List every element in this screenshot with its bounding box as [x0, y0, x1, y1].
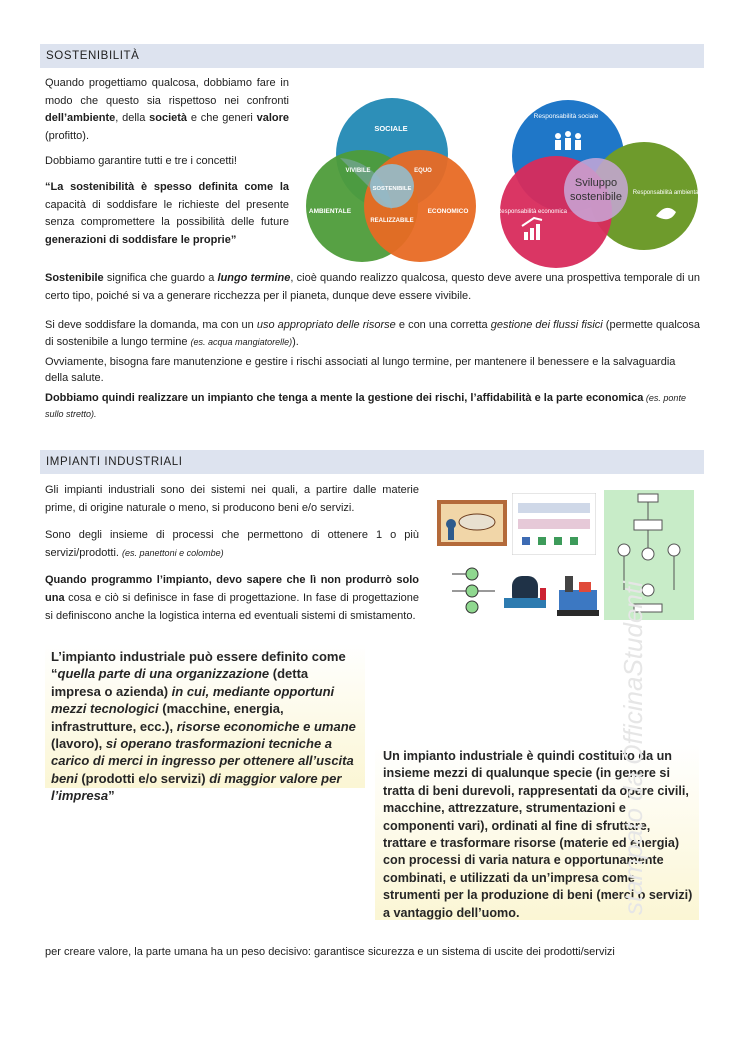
label-vivibile: VIVIBILE: [345, 168, 371, 174]
watermark: [600, 540, 660, 920]
paragraph: Sono degli insieme di processi che permettono di ottenere 1 o più servizi/prodotti. (es. panettoni e colombe): [45, 529, 419, 559]
impianti-intro: [45, 482, 419, 625]
label-sviluppo: Sviluppo: [574, 177, 618, 189]
paragraph: Sostenibile significa che guardo a lungo termine, cioè quando realizzo qualcosa, questo deve avere una prospettiva temporale di un certo tipo, poiché si va a generare ricchezza per il pianeta, dunque deve essere vivibile.: [45, 272, 700, 302]
processing-plant-icon: [555, 568, 601, 618]
body-text-sostenibilita: [45, 270, 700, 422]
footer-note: per creare valore, la parte umana ha un peso decisivo: garantisce sicurezza e un sistema di uscite dei prodotti/servizi: [45, 946, 615, 958]
definition-text: L’impianto industriale può essere definito come “quella parte di una organizzazione (detta impresa o azienda) in cui, mediante opportuni mezzi tecnologici (macchine, energia, infrastrutture, ecc.), risorse economiche e umane (lavoro), si operano trasformazioni tecniche a carico di merci in ingresso per ottenere all’uscita beni (prodotti e/o servizi) di maggior valore per l’impresa”: [51, 649, 356, 804]
label-sociale: SOCIALE: [374, 124, 408, 133]
paragraph: Dobbiamo garantire tutti e tre i concetti!: [45, 155, 237, 168]
label-sostenibile: SOSTENIBILE: [372, 186, 412, 192]
paragraph: Quando progettiamo qualcosa, dobbiamo fare in modo che questo sia rispettoso nei confronti dell’ambiente, della società e che generi valore (profitto).: [45, 77, 289, 142]
paragraph: Ovviamente, bisogna fare manutenzione e gestire i rischi associati al lungo termine, per mantenere il benessere e la salvaguardia della salute.: [45, 356, 676, 385]
label-realizzabile: REALIZZABILE: [370, 218, 414, 224]
definition-text: Un impianto industriale è quindi costituito da un insieme mezzi di qualunque specie (in genere si tratta di beni durevoli, rappresentati da opere civili, macchine, attrezzature, strumentazioni e componenti vari), ordinati al fine di sfruttare, trattare e trasformare risorse (materie ed energia) con processi di varia natura e opportunamente combinati, e utilizzati da un’impresa come strumenti per la produzione di beni (merci o servizi) a vantaggio dell’uomo.: [383, 749, 693, 920]
paragraph: Quando programmo l’impianto, devo sapere che lì non produrrò solo una cosa e ciò si definisce in fase di progettazione. In fase di progettazione si definiscono anche la logistica interna ed eventuali sistemi di smistamento.: [45, 574, 419, 622]
industrial-machine-icon: [500, 568, 550, 618]
label-resp-ambientale: Responsabilità ambientale: [632, 190, 704, 196]
definition-quote: “La sostenibilità è spesso definita come la capacità di soddisfare le richieste del presente senza compromettere la possibilità delle future generazioni di soddisfare le proprie”: [45, 180, 289, 246]
network-diagram: [447, 565, 497, 615]
plant-layout-diagram: [512, 493, 596, 555]
factory-worker-illustration: [437, 500, 507, 546]
label-equo: EQUO: [414, 168, 432, 174]
people-icon: [555, 131, 581, 150]
section-title-sostenibilita: SOSTENIBILITÀ: [40, 44, 704, 68]
label-economico: ECONOMICO: [427, 208, 469, 215]
paragraph: Si deve soddisfare la domanda, ma con un uso appropriato delle risorse e con una corretta gestione dei flussi fisici (permette qualcosa di sostenibile a lungo termine (es. acqua mangiatorelle)).: [45, 319, 701, 348]
section-title-impianti: IMPIANTI INDUSTRIALI: [40, 450, 704, 474]
definition-box-impianto: [45, 644, 365, 804]
svg-text:stampato da OfficinaStudenti: stampato da OfficinaStudenti: [618, 581, 648, 915]
label-sostenibile-center: sostenibile: [570, 191, 622, 203]
paragraph: Gli impianti industriali sono dei sistemi nei quali, a partire dalle materie prime, di origine naturale o meno, si producono beni e/o servizi.: [45, 484, 419, 514]
intro-text: [45, 75, 289, 249]
label-ambientale: AMBIENTALE: [308, 208, 352, 215]
venn-diagram-sviluppo-sostenibile: [496, 98, 706, 268]
label-resp-economica: Responsabilità economica: [496, 209, 568, 215]
paragraph: Dobbiamo quindi realizzare un impianto che tenga a mente la gestione dei rischi, l’affidabilità e la parte economica (es. ponte sullo stretto).: [45, 392, 686, 420]
label-resp-sociale: Responsabilità sociale: [533, 113, 599, 120]
venn-diagram-three-pillars: [300, 98, 500, 266]
